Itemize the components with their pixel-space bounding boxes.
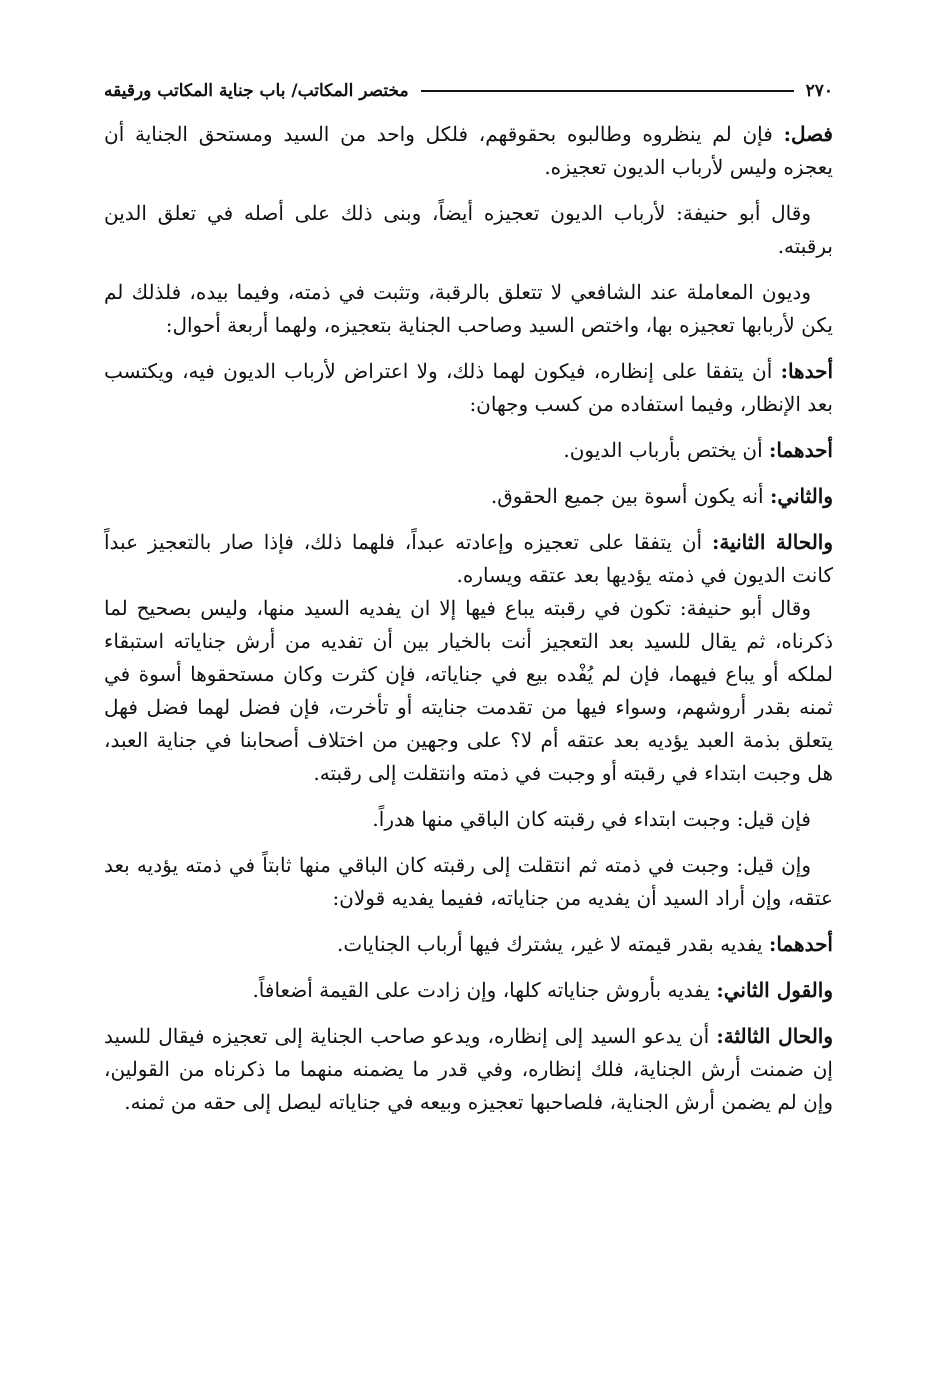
paragraph (104, 526, 833, 592)
paragraph (104, 974, 833, 1007)
paragraph-lead: أحدهما: (768, 438, 833, 462)
paragraph (104, 434, 833, 467)
paragraph-text: يفديه بأروش جناياته كلها، وإن زادت على القيمة أضعافاً. (252, 978, 717, 1002)
header-rule (421, 90, 794, 92)
paragraph (104, 276, 833, 342)
paragraph (104, 592, 833, 790)
paragraph-lead: فصل: (783, 122, 833, 146)
paragraph-text: وقال أبو حنيفة: تكون في رقبته يباع فيها إلا ان يفديه السيد منها، وليس بصحيح لما ذكرناه، ثم يقال للسيد بعد التعجيز أنت بالخيار بين أن تفديه من أرش جناياته استبقاء لملكه أو يباع فيهما، فإن لم يُفْده بيع في جناياته، فإن كثرت وكان مستحقوها أسوة في ثمنه بقدر أروشهم، وسواء فيها من تقدمت جنايته أو تأخرت، فإن فضل لهما فضل فهل يتعلق بذمة العبد يؤديه بعد عتقه أم لا؟ على وجهين من اختلاف أصحابنا في جناية العبد، هل وجبت ابتداء في رقبته أو وجبت في ذمته وانتقلت إلى رقبته. (104, 596, 834, 785)
paragraph (104, 803, 833, 836)
page-number: ٢٧٠ (805, 81, 833, 101)
paragraph-text: أن يختص بأرباب الديون. (563, 438, 769, 462)
paragraph-text: وإن قيل: وجبت في ذمته ثم انتقلت إلى رقبته كان الباقي منها ثابتاً في ذمته يؤديه بعد عتقه، وإن أراد السيد أن يفديه من جناياته، ففيما يفديه قولان: (104, 853, 833, 910)
paragraph-text: أنه يكون أسوة بين جميع الحقوق. (490, 484, 770, 508)
paragraph (104, 1020, 833, 1119)
page-body (104, 118, 833, 1119)
paragraph-lead: والقول الثاني: (716, 978, 833, 1002)
paragraph-text: يفديه بقدر قيمته لا غير، يشترك فيها أرباب الجنايات. (337, 932, 769, 956)
paragraph-text: فإن قيل: وجبت ابتداء في رقبته كان الباقي منها هدراً. (372, 807, 811, 831)
paragraph-text: أن يدعو السيد إلى إنظاره، ويدعو صاحب الجناية إلى تعجيزه فيقال للسيد إن ضمنت أرش الجناية، فلك إنظاره، وفي قدر ما يضمنه منهما ما ذكرناه من القولين، وإن لم يضمن أرش الجناية، فلصاحبها تعجيزه وبيعه في جناياته ليصل إلى حقه من ثمنه. (104, 1024, 833, 1114)
paragraph-lead: أحدهما: (768, 932, 833, 956)
paragraph (104, 928, 833, 961)
paragraph (104, 480, 833, 513)
page-header (104, 78, 833, 104)
paragraph-lead: والثاني: (769, 484, 833, 508)
paragraph (104, 355, 833, 421)
paragraph-text: أن يتفقا على تعجيزه وإعادته عبداً، فلهما ذلك، فإذا صار بالتعجيز عبداً كانت الديون في ذمته يؤديها بعد عتقه ويساره. (104, 530, 833, 587)
paragraph-lead: أحدها: (780, 359, 834, 383)
paragraph (104, 197, 833, 263)
paragraph-text: أن يتفقا على إنظاره، فيكون لهما ذلك، ولا اعتراض لأرباب الديون فيه، ويكتسب بعد الإنظار، وفيما استفاده من كسب وجهان: (104, 359, 833, 416)
paragraph-lead: والحالة الثانية: (711, 530, 834, 554)
paragraph (104, 118, 833, 184)
paragraph-text: فإن لم ينظروه وطالبوه بحقوقهم، فلكل واحد من السيد ومستحق الجناية أن يعجزه وليس لأرباب الديون تعجيزه. (104, 122, 833, 179)
running-title: مختصر المكاتب/ باب جناية المكاتب ورقيقه (104, 81, 409, 101)
paragraph-text: وقال أبو حنيفة: لأرباب الديون تعجيزه أيضاً، وبنى ذلك على أصله في تعلق الدين برقبته. (104, 201, 833, 258)
paragraph-lead: والحال الثالثة: (716, 1024, 834, 1048)
paragraph-text: وديون المعاملة عند الشافعي لا تتعلق بالرقبة، وتثبت في ذمته، وفيما بيده، فلذلك لم يكن لأربابها تعجيزه بها، واختص السيد وصاحب الجناية بتعجيزه، ولهما أربعة أحوال: (104, 280, 833, 337)
paragraph (104, 849, 833, 915)
